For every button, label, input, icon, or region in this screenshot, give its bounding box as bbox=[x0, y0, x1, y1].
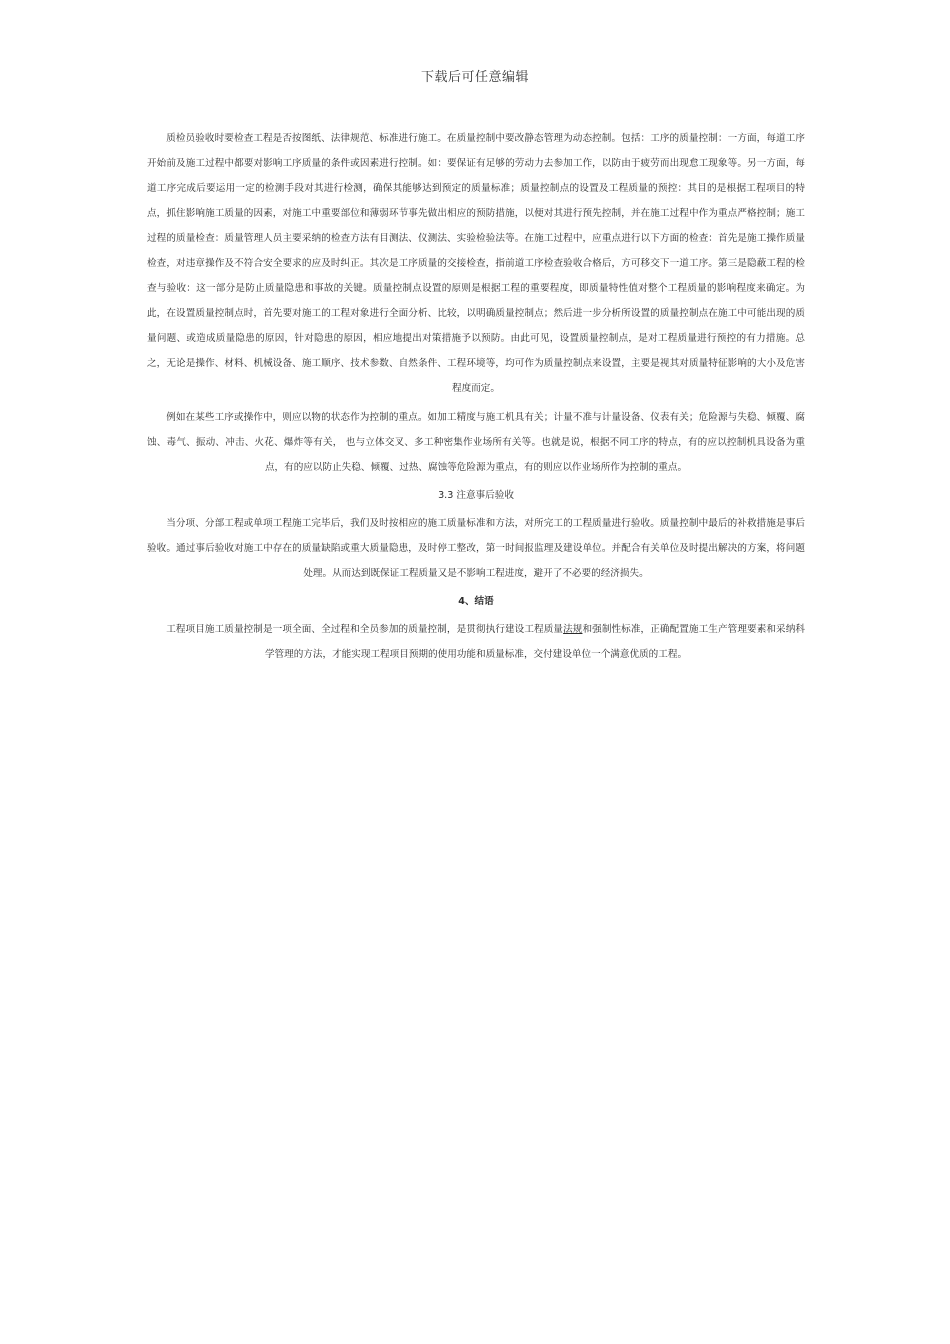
paragraph-control-focus: 例如在某些工序或操作中，则应以物的状态作为控制的重点。如加工精度与施工机具有关；计量不准与计量设备、仪表有关；危险源与失稳、倾覆、腐蚀、毒气、振动、冲击、火花、爆炸等有关， 也与立体交叉、多工种密集作业场所有关等。也就是说，根据不同工序的特点，有的应以控制机具设备为重点，有的应以防止失稳、倾覆、过热、腐蚀等危险源为重点，有的则应以作业场所作为控制的重点。 bbox=[147, 412, 805, 473]
paragraph-quality-inspection: 质检员验收时要检查工程是否按图纸、法律规范、标准进行施工。在质量控制中要改静态管理为动态控制。包括：工序的质量控制：一方面，每道工序开始前及施工过程中都要对影响工序质量的条件或因素进行控制。如：要保证有足够的劳动力去参加工作，以防由于疲劳而出现怠工现象等。另一方面，每道工序完成后要运用一定的检测手段对其进行检测，确保其能够达到预定的质量标准；质量控制点的设置及工程质量的预控：其目的是根据工程项目的特点，抓住影响施工质量的因素，对施工中重要部位和薄弱环节事先做出相应的预防措施，以便对其进行预先控制，并在施工过程中作为重点严格控制；施工过程的质量检查：质量管理人员主要采纳的检查方法有目测法、仪测法、实验检验法等。在施工过程中，应重点进行以下方面的检查：首先是施工操作质量检查，对违章操作及不符合安全要求的应及时纠正。其次是工序质量的交接检查，指前道工序检查验收合格后，方可移交下一道工序。第三是隐蔽工程的检查与验收：这一部分是防止质量隐患和事故的关键。质量控制点设置的原则是根据工程的重要程度，即质量特性值对整个工程质量的影响程度来确定。为此，在设置质量控制点时，首先要对施工的工程对象进行全面分析、比较，以明确质量控制点；然后进一步分析所设置的质量控制点在施工中可能出现的质量问题、或造成质量隐患的原因，针对隐患的原因，相应地提出对策措施予以预防。由此可见，设置质量控制点，是对工程质量进行预控的有力措施。总之，无论是操作、材料、机械设备、施工顺序、技术参数、自然条件、工程环境等，均可作为质量控制点来设置，主要是视其对质量特征影响的大小及危害程度而定。 bbox=[147, 133, 805, 394]
regulations-link[interactable]: 法规 bbox=[563, 624, 583, 635]
paragraph-post-acceptance: 当分项、分部工程或单项工程施工完毕后，我们及时按相应的施工质量标准和方法，对所完工的工程质量进行验收。质量控制中最后的补救措施是事后验收。通过事后验收对施工中存在的质量缺陷或重大质量隐患，及时停工整改，第一时间报监理及建设单位。并配合有关单位及时提出解决的方案，将问题处理。从而达到既保证工程质量又是不影响工程进度，避开了不必要的经济损失。 bbox=[147, 518, 805, 579]
page-header: 下载后可任意编辑 bbox=[420, 70, 529, 85]
section-heading-3-3: 3.3 注意事后验收 bbox=[438, 490, 514, 501]
paragraph-conclusion bbox=[147, 617, 805, 667]
document-body bbox=[147, 126, 805, 667]
conclusion-text-end: 和强制性标准，正确配置施工生产管理要素和采纳科学管理的方法，才能实现工程项目预期的使用功能和质量标准，交付建设单位一个满意优质的工程。 bbox=[264, 624, 806, 660]
section-heading-conclusion: 4、结语 bbox=[458, 596, 494, 607]
conclusion-text-start: 工程项目施工质量控制是一项全面、全过程和全员参加的质量控制，是贯彻执行建设工程质量 bbox=[166, 624, 564, 635]
